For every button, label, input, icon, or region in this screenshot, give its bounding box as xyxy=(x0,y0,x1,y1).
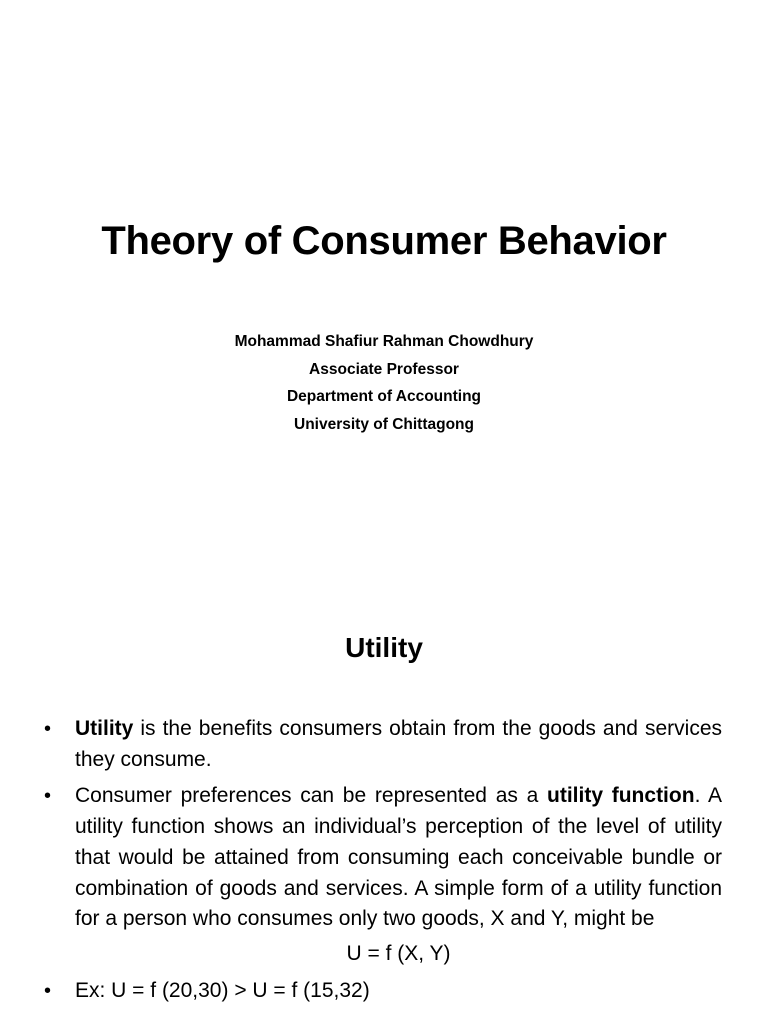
bullet-item-utility-definition xyxy=(44,714,722,775)
author-name: Mohammad Shafiur Rahman Chowdhury xyxy=(234,333,534,350)
bullet-list xyxy=(44,714,722,1012)
bullet-text: Ex: U = f (20,30) > U = f (15,32) xyxy=(75,978,370,1002)
bullet-text-before: Consumer preferences can be represented as a xyxy=(75,784,548,808)
author-department: Department of Accounting xyxy=(286,388,482,405)
bullet-icon: • xyxy=(44,979,52,1002)
bold-term-utility-function: utility function xyxy=(547,784,695,808)
slide-utility xyxy=(0,576,768,1024)
bullet-text: is the benefits consumers obtain from the goods and services they consume. xyxy=(75,717,722,771)
author-position: Associate Professor xyxy=(309,360,459,378)
author-block xyxy=(0,330,768,440)
bullet-text-after: . A utility function shows an individual’s perception of the level of utility that would be attained from consuming each conceivable bundle or combination of goods and services. A simple form of a utility function for a person who consumes only two goods, X and Y, might be xyxy=(75,784,722,931)
bullet-icon: • xyxy=(44,785,52,808)
slide-heading: Utility xyxy=(345,632,423,663)
bullet-item-utility-function xyxy=(44,781,722,969)
presentation-title: Theory of Consumer Behavior xyxy=(101,219,667,263)
bullet-icon: • xyxy=(44,718,52,740)
author-university: University of Chittagong xyxy=(294,415,474,433)
bold-term-utility: Utility xyxy=(75,717,134,740)
utility-formula: U = f (X, Y) xyxy=(346,941,451,965)
bullet-item-example xyxy=(44,976,722,1007)
